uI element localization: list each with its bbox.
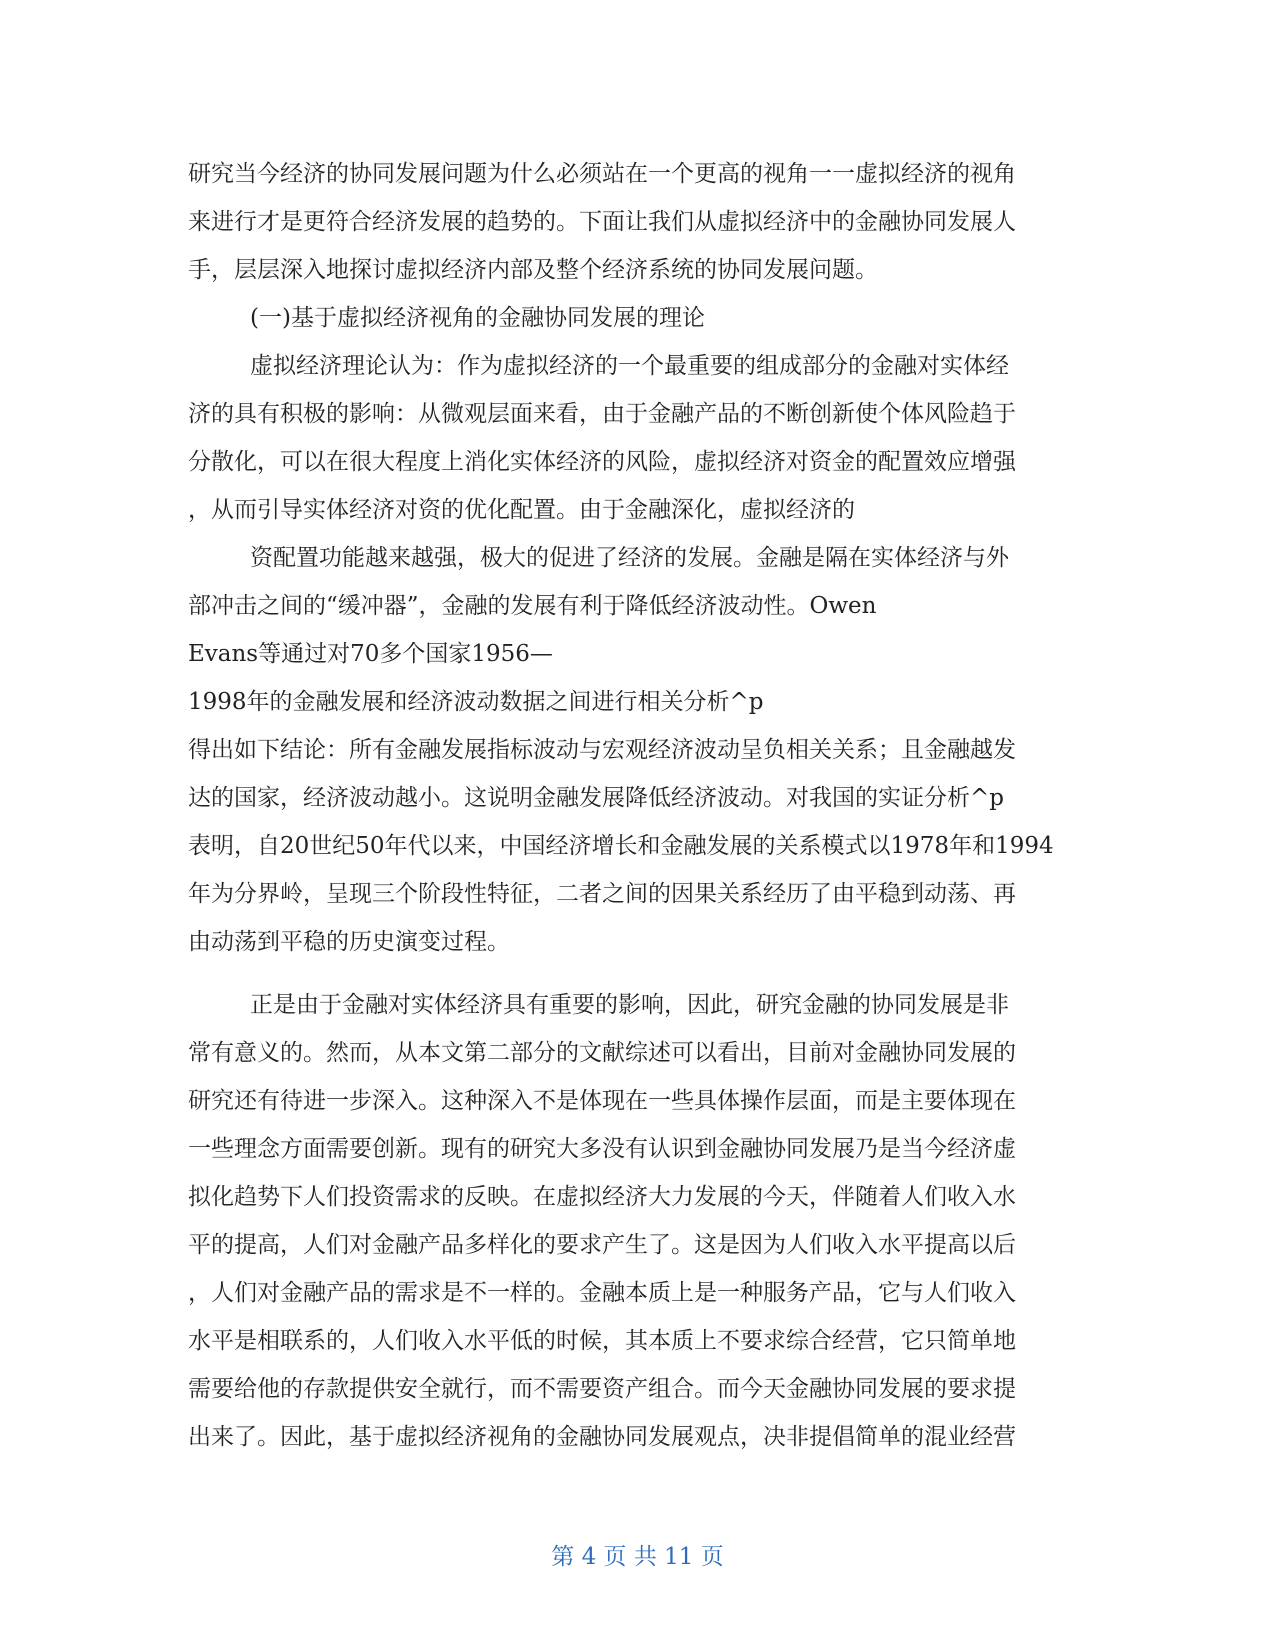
text-line: 由动荡到平稳的历史演变过程。: [188, 929, 510, 955]
text-line: 常有意义的。然而，从本文第二部分的文献综述可以看出，目前对金融协同发展的: [188, 1040, 1016, 1066]
text-line: 分散化，可以在很大程度上消化实体经济的风险，虚拟经济对资金的配置效应增强: [188, 449, 1016, 475]
text-line: 拟化趋势下人们投资需求的反映。在虚拟经济大力发展的今天，伴随着人们收入水: [188, 1184, 1016, 1210]
document-body: [188, 150, 1093, 1461]
text-line: 得出如下结论：所有金融发展指标波动与宏观经济波动呈负相关关系；且金融越发: [188, 737, 1016, 763]
text-line: 来进行才是更符合经济发展的趋势的。下面让我们从虚拟经济中的金融协同发展人: [188, 209, 1016, 235]
text-line: ，从而引导实体经济对资的优化配置。由于金融深化，虚拟经济的: [188, 497, 855, 523]
text-line: 研究还有待进一步深入。这种深入不是体现在一些具体操作层面，而是主要体现在: [188, 1088, 1016, 1114]
text-line: 部冲击之间的“缓冲器”，金融的发展有利于降低经济波动性。Owen: [188, 593, 877, 619]
text-line: Evans等通过对70多个国家1956—: [188, 641, 553, 667]
text-line: 表明，自20世纪50年代以来，中国经济增长和金融发展的关系模式以1978年和1994: [188, 833, 1054, 859]
text-line: 正是由于金融对实体经济具有重要的影响，因此，研究金融的协同发展是非: [250, 992, 1009, 1018]
text-line: 达的国家，经济波动越小。这说明金融发展降低经济波动。对我国的实证分析^p: [188, 785, 1004, 811]
text-line: 手，层层深入地探讨虚拟经济内部及整个经济系统的协同发展问题。: [188, 257, 878, 283]
text-line: 水平是相联系的，人们收入水平低的时候，其本质上不要求综合经营，它只简单地: [188, 1328, 1016, 1354]
text-line: 1998年的金融发展和经济波动数据之间进行相关分析^p: [188, 689, 764, 715]
text-line: 需要给他的存款提供安全就行，而不需要资产组合。而今天金融协同发展的要求提: [188, 1376, 1016, 1402]
text-line: 一些理念方面需要创新。现有的研究大多没有认识到金融协同发展乃是当今经济虚: [188, 1136, 1016, 1162]
text-line: ，人们对金融产品的需求是不一样的。金融本质上是一种服务产品，它与人们收入: [188, 1280, 1016, 1306]
section-heading: (一)基于虚拟经济视角的金融协同发展的理论: [250, 305, 705, 331]
text-line: 研究当今经济的协同发展问题为什么必须站在一个更高的视角一一虚拟经济的视角: [188, 161, 1016, 187]
text-line: 虚拟经济理论认为：作为虚拟经济的一个最重要的组成部分的金融对实体经: [250, 353, 1009, 379]
text-line: 资配置功能越来越强，极大的促进了经济的发展。金融是隔在实体经济与外: [250, 545, 1009, 571]
text-line: 年为分界岭，呈现三个阶段性特征，二者之间的因果关系经历了由平稳到动荡、再: [188, 881, 1016, 907]
text-line: 济的具有积极的影响：从微观层面来看，由于金融产品的不断创新使个体风险趋于: [188, 401, 1016, 427]
text-line: 出来了。因此，基于虚拟经济视角的金融协同发展观点，决非提倡简单的混业经营: [188, 1424, 1016, 1450]
text-line: 平的提高，人们对金融产品多样化的要求产生了。这是因为人们收入水平提高以后: [188, 1232, 1016, 1258]
page-number-footer: 第 4 页 共 11 页: [551, 1544, 724, 1570]
